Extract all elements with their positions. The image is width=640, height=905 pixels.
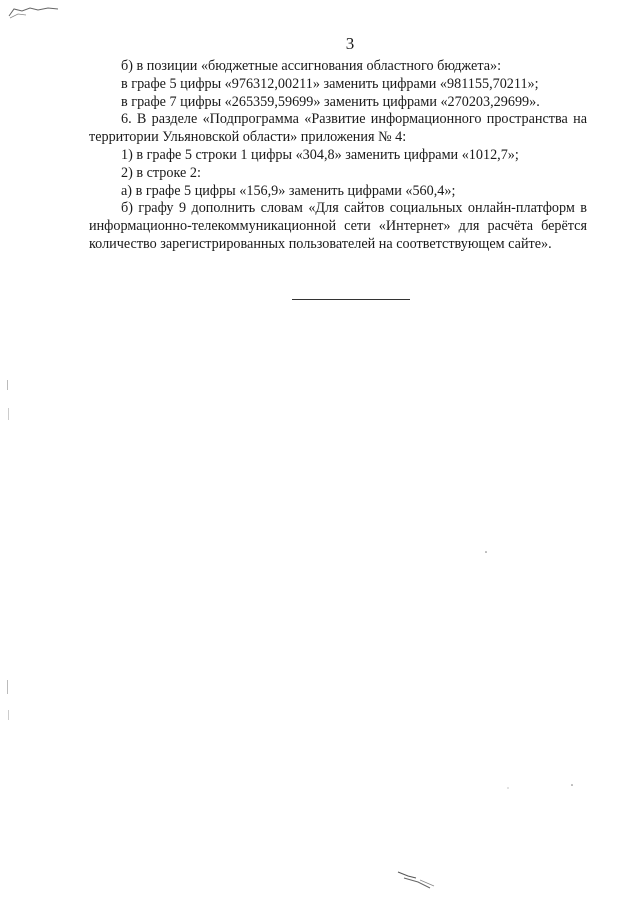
scan-artifact-bottom: [396, 868, 440, 892]
document-body: [89, 58, 587, 254]
scan-specks-body: [480, 540, 590, 800]
end-divider: [292, 299, 410, 300]
scan-specks-left-margin: [4, 380, 14, 760]
page-number: 3: [345, 34, 355, 53]
scan-artifact-top-left: [8, 6, 60, 20]
paragraph-6: 2) в строке 2:: [121, 164, 201, 181]
paragraph-5: 1) в графе 5 строки 1 цифры «304,8» заменить цифрами «1012,7»;: [121, 146, 519, 163]
paragraph-1: б) в позиции «бюджетные ассигнования областного бюджета»:: [121, 58, 502, 74]
paragraph-4: 6. В разделе «Подпрограмма «Развитие информационного пространства на территории Ульяновской области» приложения № 4:: [89, 111, 587, 146]
paragraph-2: в графе 5 цифры «976312,00211» заменить цифрами «981155,70211»;: [121, 75, 539, 92]
paragraph-3: в графе 7 цифры «265359,59699» заменить цифрами «270203,29699».: [121, 93, 540, 110]
paragraph-8: б) графу 9 дополнить словам «Для сайтов социальных онлайн-платформ в информационно-телекоммуникационной сети «Интернет» для расчёта берётся количество зарегистрированных пользователей на соответствующем сайте».: [89, 200, 587, 252]
paragraph-7: а) в графе 5 цифры «156,9» заменить цифрами «560,4»;: [121, 182, 456, 199]
